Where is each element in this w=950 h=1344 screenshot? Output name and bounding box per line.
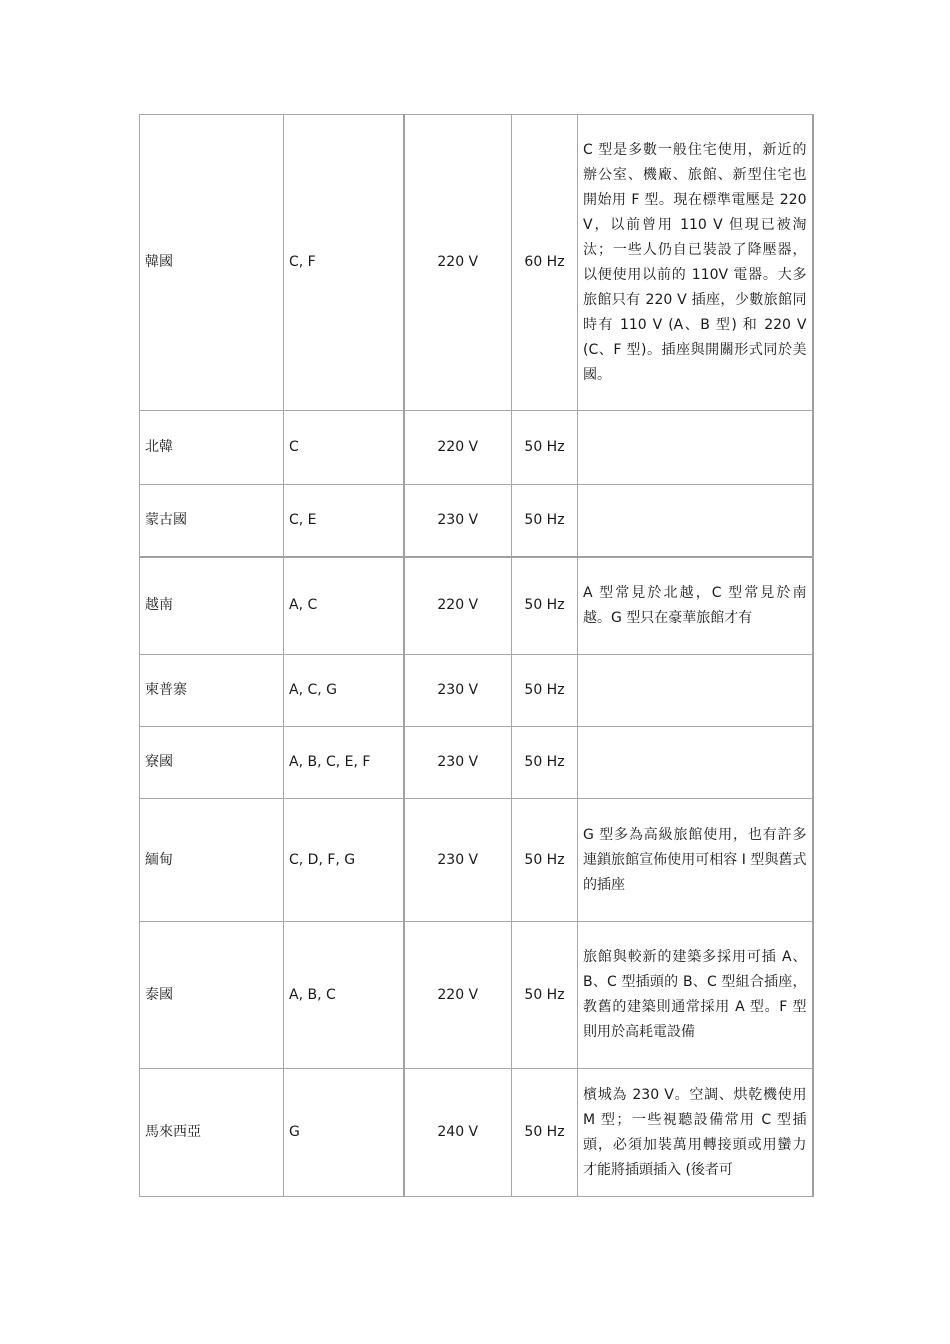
country-cell: 越南 (140, 557, 284, 655)
plug-voltage-table (139, 114, 814, 1197)
notes-text: 檳城為 230 V。空調、烘乾機使用 M 型；一些視聽設備常用 C 型插頭，必須加裝萬用轉接頭或用蠻力才能將插頭插入 (後者可 (583, 1086, 807, 1178)
plug-type-cell: C, D, F, G (284, 799, 404, 922)
notes-text: C 型是多數一般住宅使用，新近的辦公室、機廠、旅館、新型住宅也開始用 F 型。現在標準電壓是 220 V，以前曾用 110 V 但現已被淘汰；一些人仍自已裝設了降壓器，以便使用以前的 110V 電器。大多旅館只有 220 V 插座，少數旅館同時有 110 V (A、B 型) 和 220 V (C、F 型)。插座與開關形式同於美國。 (583, 141, 807, 383)
voltage-cell: 220 V (404, 411, 512, 485)
frequency-cell: 50 Hz (512, 411, 578, 485)
table-row (140, 922, 813, 1069)
voltage-cell: 220 V (404, 557, 512, 655)
notes-cell (578, 557, 813, 655)
plug-type-cell: C (284, 411, 404, 485)
country-cell: 寮國 (140, 727, 284, 799)
country-cell: 北韓 (140, 411, 284, 485)
notes-cell (578, 922, 813, 1069)
frequency-cell: 60 Hz (512, 115, 578, 411)
notes-text: A 型常見於北越，C 型常見於南越。G 型只在豪華旅館才有 (583, 584, 807, 626)
voltage-cell: 240 V (404, 1069, 512, 1197)
country-cell: 柬普寨 (140, 655, 284, 727)
notes-cell (578, 485, 813, 557)
plug-type-cell: A, B, C, E, F (284, 727, 404, 799)
country-cell: 馬來西亞 (140, 1069, 284, 1197)
table-row (140, 115, 813, 411)
voltage-cell: 220 V (404, 115, 512, 411)
plug-type-cell: G (284, 1069, 404, 1197)
notes-text: 旅館與較新的建築多採用可插 A、B、C 型插頭的 B、C 型組合插座，教舊的建築則通常採用 A 型。F 型則用於高耗電設備 (583, 949, 807, 1040)
notes-cell (578, 411, 813, 485)
frequency-cell: 50 Hz (512, 799, 578, 922)
table-row (140, 727, 813, 799)
voltage-cell: 220 V (404, 922, 512, 1069)
notes-cell (578, 799, 813, 922)
plug-type-cell: A, C (284, 557, 404, 655)
table-row (140, 655, 813, 727)
table-row (140, 557, 813, 655)
voltage-cell: 230 V (404, 655, 512, 727)
plug-type-cell: A, C, G (284, 655, 404, 727)
notes-cell (578, 1069, 813, 1197)
country-cell: 蒙古國 (140, 485, 284, 557)
country-cell: 緬甸 (140, 799, 284, 922)
voltage-cell: 230 V (404, 799, 512, 922)
frequency-cell: 50 Hz (512, 922, 578, 1069)
frequency-cell: 50 Hz (512, 557, 578, 655)
table-row (140, 799, 813, 922)
plug-type-cell: C, F (284, 115, 404, 411)
voltage-cell: 230 V (404, 727, 512, 799)
notes-cell (578, 655, 813, 727)
frequency-cell: 50 Hz (512, 727, 578, 799)
table-row (140, 411, 813, 485)
frequency-cell: 50 Hz (512, 485, 578, 557)
table-row (140, 485, 813, 557)
plug-type-cell: C, E (284, 485, 404, 557)
notes-cell (578, 727, 813, 799)
table-row (140, 1069, 813, 1197)
voltage-cell: 230 V (404, 485, 512, 557)
country-cell: 泰國 (140, 922, 284, 1069)
notes-cell (578, 115, 813, 411)
plug-type-cell: A, B, C (284, 922, 404, 1069)
frequency-cell: 50 Hz (512, 655, 578, 727)
country-cell: 韓國 (140, 115, 284, 411)
notes-text: G 型多為高級旅館使用，也有許多連鎖旅館宣佈使用可相容 I 型與舊式的插座 (583, 826, 807, 893)
frequency-cell: 50 Hz (512, 1069, 578, 1197)
